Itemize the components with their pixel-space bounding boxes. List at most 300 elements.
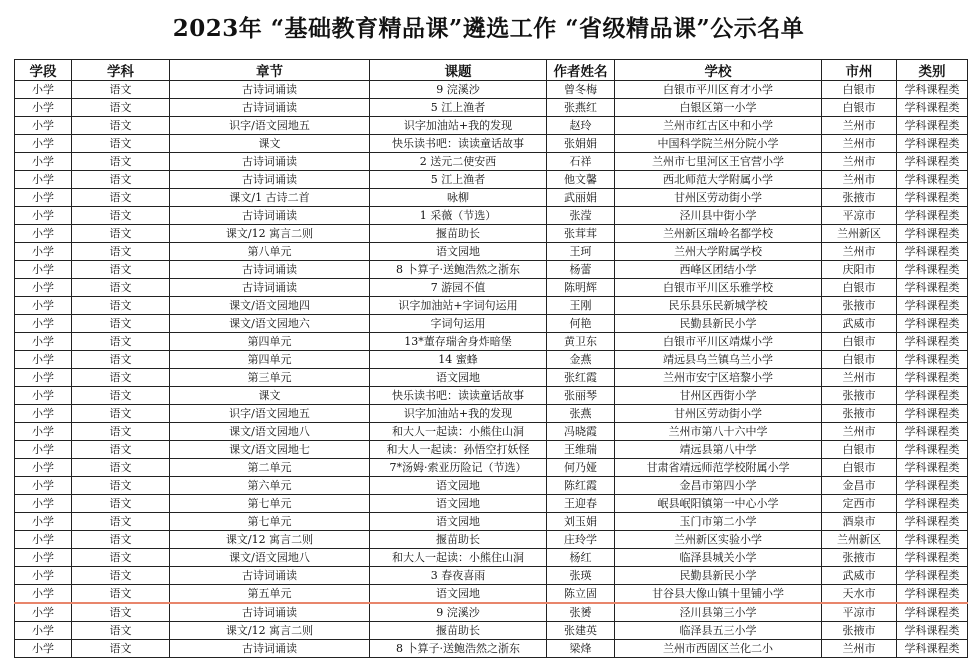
stage-cell: 小学 xyxy=(15,261,72,279)
city-cell: 兰州市 xyxy=(822,423,897,441)
table-row xyxy=(15,603,968,622)
school-cell: 西北师范大学附属小学 xyxy=(615,171,822,189)
topic-cell: 识字加油站+字词句运用 xyxy=(370,297,547,315)
topic-cell: 语文园地 xyxy=(370,369,547,387)
category-cell: 学科课程类 xyxy=(897,279,968,297)
city-cell: 张掖市 xyxy=(822,622,897,640)
city-cell: 兰州市 xyxy=(822,243,897,261)
city-cell: 定西市 xyxy=(822,495,897,513)
table-row xyxy=(15,585,968,604)
subject-cell: 语文 xyxy=(72,99,170,117)
author-cell: 曾冬梅 xyxy=(547,81,615,99)
stage-cell: 小学 xyxy=(15,405,72,423)
stage-cell: 小学 xyxy=(15,297,72,315)
stage-cell: 小学 xyxy=(15,99,72,117)
author-cell: 陈红霞 xyxy=(547,477,615,495)
topic-cell: 9 浣溪沙 xyxy=(370,81,547,99)
topic-cell: 7 游园不值 xyxy=(370,279,547,297)
author-cell: 庄玲学 xyxy=(547,531,615,549)
subject-cell: 语文 xyxy=(72,459,170,477)
list-table-container xyxy=(14,59,967,658)
topic-cell: 1 采薇（节选） xyxy=(370,207,547,225)
table-row xyxy=(15,531,968,549)
stage-cell: 小学 xyxy=(15,423,72,441)
table-row xyxy=(15,315,968,333)
category-cell: 学科课程类 xyxy=(897,405,968,423)
school-cell: 民勤县新民小学 xyxy=(615,567,822,585)
header-topic: 课题 xyxy=(370,60,547,81)
stage-cell: 小学 xyxy=(15,81,72,99)
subject-cell: 语文 xyxy=(72,243,170,261)
author-cell: 他文馨 xyxy=(547,171,615,189)
school-cell: 兰州市七里河区王官营小学 xyxy=(615,153,822,171)
city-cell: 白银市 xyxy=(822,351,897,369)
subject-cell: 语文 xyxy=(72,81,170,99)
chapter-cell: 课文 xyxy=(170,135,370,153)
category-cell: 学科课程类 xyxy=(897,261,968,279)
table-row xyxy=(15,225,968,243)
subject-cell: 语文 xyxy=(72,513,170,531)
school-cell: 玉门市第二小学 xyxy=(615,513,822,531)
school-cell: 临泽县五三小学 xyxy=(615,622,822,640)
author-cell: 王珂 xyxy=(547,243,615,261)
table-row xyxy=(15,640,968,658)
stage-cell: 小学 xyxy=(15,153,72,171)
stage-cell: 小学 xyxy=(15,585,72,604)
header-chapter: 章节 xyxy=(170,60,370,81)
topic-cell: 14 蜜蜂 xyxy=(370,351,547,369)
category-cell: 学科课程类 xyxy=(897,585,968,604)
city-cell: 兰州市 xyxy=(822,640,897,658)
city-cell: 白银市 xyxy=(822,459,897,477)
chapter-cell: 课文/语文园地八 xyxy=(170,549,370,567)
chapter-cell: 古诗词诵读 xyxy=(170,171,370,189)
city-cell: 白银市 xyxy=(822,333,897,351)
school-cell: 兰州市安宁区培黎小学 xyxy=(615,369,822,387)
subject-cell: 语文 xyxy=(72,387,170,405)
table-row xyxy=(15,153,968,171)
author-cell: 何艳 xyxy=(547,315,615,333)
school-cell: 临泽县城关小学 xyxy=(615,549,822,567)
city-cell: 兰州新区 xyxy=(822,531,897,549)
school-cell: 甘肃省靖远师范学校附属小学 xyxy=(615,459,822,477)
table-row xyxy=(15,369,968,387)
subject-cell: 语文 xyxy=(72,495,170,513)
author-cell: 杨蕾 xyxy=(547,261,615,279)
table-row xyxy=(15,441,968,459)
table-row xyxy=(15,549,968,567)
subject-cell: 语文 xyxy=(72,640,170,658)
table-row xyxy=(15,99,968,117)
category-cell: 学科课程类 xyxy=(897,351,968,369)
subject-cell: 语文 xyxy=(72,261,170,279)
stage-cell: 小学 xyxy=(15,225,72,243)
category-cell: 学科课程类 xyxy=(897,135,968,153)
author-cell: 张娟娟 xyxy=(547,135,615,153)
school-cell: 金昌市第四小学 xyxy=(615,477,822,495)
subject-cell: 语文 xyxy=(72,603,170,622)
author-cell: 王维瑞 xyxy=(547,441,615,459)
table-row xyxy=(15,423,968,441)
subject-cell: 语文 xyxy=(72,279,170,297)
school-cell: 民乐县乐民新城学校 xyxy=(615,297,822,315)
category-cell: 学科课程类 xyxy=(897,99,968,117)
table-row xyxy=(15,513,968,531)
category-cell: 学科课程类 xyxy=(897,549,968,567)
chapter-cell: 第二单元 xyxy=(170,459,370,477)
school-cell: 泾川县第三小学 xyxy=(615,603,822,622)
subject-cell: 语文 xyxy=(72,333,170,351)
subject-cell: 语文 xyxy=(72,135,170,153)
category-cell: 学科课程类 xyxy=(897,423,968,441)
chapter-cell: 第七单元 xyxy=(170,513,370,531)
subject-cell: 语文 xyxy=(72,369,170,387)
stage-cell: 小学 xyxy=(15,315,72,333)
chapter-cell: 第三单元 xyxy=(170,369,370,387)
chapter-cell: 课文/语文园地六 xyxy=(170,315,370,333)
city-cell: 天水市 xyxy=(822,585,897,604)
topic-cell: 8 卜算子·送鲍浩然之浙东 xyxy=(370,261,547,279)
city-cell: 张掖市 xyxy=(822,549,897,567)
subject-cell: 语文 xyxy=(72,567,170,585)
category-cell: 学科课程类 xyxy=(897,640,968,658)
subject-cell: 语文 xyxy=(72,171,170,189)
subject-cell: 语文 xyxy=(72,622,170,640)
header-city: 市州 xyxy=(822,60,897,81)
table-row xyxy=(15,207,968,225)
chapter-cell: 课文/语文园地七 xyxy=(170,441,370,459)
school-cell: 西峰区团结小学 xyxy=(615,261,822,279)
topic-cell: 语文园地 xyxy=(370,477,547,495)
topic-cell: 5 江上渔者 xyxy=(370,171,547,189)
stage-cell: 小学 xyxy=(15,189,72,207)
city-cell: 武威市 xyxy=(822,315,897,333)
author-cell: 杨红 xyxy=(547,549,615,567)
topic-cell: 7*汤姆·索亚历险记（节选） xyxy=(370,459,547,477)
school-cell: 泾川县中街小学 xyxy=(615,207,822,225)
city-cell: 兰州市 xyxy=(822,135,897,153)
category-cell: 学科课程类 xyxy=(897,441,968,459)
topic-cell: 语文园地 xyxy=(370,495,547,513)
school-cell: 兰州大学附属学校 xyxy=(615,243,822,261)
category-cell: 学科课程类 xyxy=(897,117,968,135)
chapter-cell: 古诗词诵读 xyxy=(170,567,370,585)
city-cell: 兰州新区 xyxy=(822,225,897,243)
chapter-cell: 古诗词诵读 xyxy=(170,261,370,279)
author-cell: 张丽琴 xyxy=(547,387,615,405)
school-cell: 岷县岷阳镇第一中心小学 xyxy=(615,495,822,513)
table-row xyxy=(15,117,968,135)
school-cell: 兰州新区实验小学 xyxy=(615,531,822,549)
author-cell: 张燕红 xyxy=(547,99,615,117)
city-cell: 张掖市 xyxy=(822,405,897,423)
subject-cell: 语文 xyxy=(72,225,170,243)
stage-cell: 小学 xyxy=(15,171,72,189)
topic-cell: 揠苗助长 xyxy=(370,225,547,243)
city-cell: 酒泉市 xyxy=(822,513,897,531)
table-row xyxy=(15,135,968,153)
category-cell: 学科课程类 xyxy=(897,369,968,387)
author-cell: 武丽娟 xyxy=(547,189,615,207)
chapter-cell: 第五单元 xyxy=(170,585,370,604)
chapter-cell: 古诗词诵读 xyxy=(170,640,370,658)
topic-cell: 和大人一起读：小熊住山洞 xyxy=(370,549,547,567)
table-row xyxy=(15,189,968,207)
category-cell: 学科课程类 xyxy=(897,513,968,531)
category-cell: 学科课程类 xyxy=(897,171,968,189)
stage-cell: 小学 xyxy=(15,622,72,640)
page-title: 2023年 “基础教育精品课”遴选工作 “省级精品课”公示名单 xyxy=(172,15,805,42)
author-cell: 何乃娅 xyxy=(547,459,615,477)
chapter-cell: 课文/12 寓言二则 xyxy=(170,531,370,549)
subject-cell: 语文 xyxy=(72,153,170,171)
city-cell: 兰州市 xyxy=(822,117,897,135)
subject-cell: 语文 xyxy=(72,549,170,567)
table-row xyxy=(15,405,968,423)
chapter-cell: 课文/12 寓言二则 xyxy=(170,622,370,640)
subject-cell: 语文 xyxy=(72,117,170,135)
school-cell: 中国科学院兰州分院小学 xyxy=(615,135,822,153)
school-cell: 白银市平川区靖煤小学 xyxy=(615,333,822,351)
chapter-cell: 古诗词诵读 xyxy=(170,81,370,99)
chapter-cell: 古诗词诵读 xyxy=(170,603,370,622)
topic-cell: 和大人一起读：小熊住山洞 xyxy=(370,423,547,441)
table-row xyxy=(15,243,968,261)
chapter-cell: 第四单元 xyxy=(170,351,370,369)
author-cell: 陈明辉 xyxy=(547,279,615,297)
table-row xyxy=(15,297,968,315)
chapter-cell: 课文 xyxy=(170,387,370,405)
topic-cell: 快乐读书吧：读读童话故事 xyxy=(370,387,547,405)
school-cell: 白银市平川区育才小学 xyxy=(615,81,822,99)
topic-cell: 字词句运用 xyxy=(370,315,547,333)
author-cell: 张建英 xyxy=(547,622,615,640)
topic-cell: 识字加油站+我的发现 xyxy=(370,405,547,423)
table-row xyxy=(15,622,968,640)
stage-cell: 小学 xyxy=(15,117,72,135)
subject-cell: 语文 xyxy=(72,297,170,315)
list-table xyxy=(14,59,968,658)
category-cell: 学科课程类 xyxy=(897,153,968,171)
chapter-cell: 课文/语文园地四 xyxy=(170,297,370,315)
author-cell: 张瑛 xyxy=(547,567,615,585)
topic-cell: 8 卜算子·送鲍浩然之浙东 xyxy=(370,640,547,658)
subject-cell: 语文 xyxy=(72,351,170,369)
topic-cell: 语文园地 xyxy=(370,585,547,604)
stage-cell: 小学 xyxy=(15,387,72,405)
topic-cell: 揠苗助长 xyxy=(370,531,547,549)
header-stage: 学段 xyxy=(15,60,72,81)
category-cell: 学科课程类 xyxy=(897,207,968,225)
topic-cell: 3 春夜喜雨 xyxy=(370,567,547,585)
stage-cell: 小学 xyxy=(15,243,72,261)
stage-cell: 小学 xyxy=(15,513,72,531)
topic-cell: 咏柳 xyxy=(370,189,547,207)
stage-cell: 小学 xyxy=(15,495,72,513)
author-cell: 张茸茸 xyxy=(547,225,615,243)
stage-cell: 小学 xyxy=(15,567,72,585)
stage-cell: 小学 xyxy=(15,279,72,297)
city-cell: 庆阳市 xyxy=(822,261,897,279)
stage-cell: 小学 xyxy=(15,531,72,549)
school-cell: 甘州区劳动街小学 xyxy=(615,405,822,423)
subject-cell: 语文 xyxy=(72,477,170,495)
subject-cell: 语文 xyxy=(72,585,170,604)
city-cell: 张掖市 xyxy=(822,387,897,405)
category-cell: 学科课程类 xyxy=(897,531,968,549)
chapter-cell: 古诗词诵读 xyxy=(170,153,370,171)
author-cell: 黄卫东 xyxy=(547,333,615,351)
topic-cell: 13*董存瑞舍身炸暗堡 xyxy=(370,333,547,351)
chapter-cell: 识字/语文园地五 xyxy=(170,117,370,135)
school-cell: 靖远县第八中学 xyxy=(615,441,822,459)
category-cell: 学科课程类 xyxy=(897,333,968,351)
chapter-cell: 第六单元 xyxy=(170,477,370,495)
chapter-cell: 识字/语文园地五 xyxy=(170,405,370,423)
subject-cell: 语文 xyxy=(72,405,170,423)
school-cell: 白银区第一小学 xyxy=(615,99,822,117)
author-cell: 王刚 xyxy=(547,297,615,315)
topic-cell: 语文园地 xyxy=(370,243,547,261)
category-cell: 学科课程类 xyxy=(897,315,968,333)
chapter-cell: 古诗词诵读 xyxy=(170,99,370,117)
category-cell: 学科课程类 xyxy=(897,225,968,243)
category-cell: 学科课程类 xyxy=(897,189,968,207)
school-cell: 甘谷县大像山镇十里铺小学 xyxy=(615,585,822,604)
city-cell: 平凉市 xyxy=(822,603,897,622)
category-cell: 学科课程类 xyxy=(897,477,968,495)
category-cell: 学科课程类 xyxy=(897,243,968,261)
stage-cell: 小学 xyxy=(15,207,72,225)
chapter-cell: 古诗词诵读 xyxy=(170,279,370,297)
header-author: 作者姓名 xyxy=(547,60,615,81)
header-subject: 学科 xyxy=(72,60,170,81)
category-cell: 学科课程类 xyxy=(897,603,968,622)
topic-cell: 语文园地 xyxy=(370,513,547,531)
author-cell: 张赟 xyxy=(547,603,615,622)
author-cell: 王迎春 xyxy=(547,495,615,513)
school-cell: 兰州市第八十六中学 xyxy=(615,423,822,441)
city-cell: 张掖市 xyxy=(822,297,897,315)
stage-cell: 小学 xyxy=(15,477,72,495)
category-cell: 学科课程类 xyxy=(897,297,968,315)
chapter-cell: 课文/语文园地八 xyxy=(170,423,370,441)
author-cell: 陈立固 xyxy=(547,585,615,604)
city-cell: 兰州市 xyxy=(822,153,897,171)
table-row xyxy=(15,495,968,513)
school-cell: 白银市平川区乐雅学校 xyxy=(615,279,822,297)
author-cell: 刘玉娟 xyxy=(547,513,615,531)
category-cell: 学科课程类 xyxy=(897,459,968,477)
table-row xyxy=(15,477,968,495)
table-row xyxy=(15,567,968,585)
author-cell: 金燕 xyxy=(547,351,615,369)
author-cell: 赵玲 xyxy=(547,117,615,135)
category-cell: 学科课程类 xyxy=(897,387,968,405)
school-cell: 兰州市红古区中和小学 xyxy=(615,117,822,135)
city-cell: 张掖市 xyxy=(822,189,897,207)
table-row xyxy=(15,81,968,99)
stage-cell: 小学 xyxy=(15,549,72,567)
table-row xyxy=(15,279,968,297)
city-cell: 白银市 xyxy=(822,99,897,117)
school-cell: 靖远县乌兰镇乌兰小学 xyxy=(615,351,822,369)
chapter-cell: 课文/1 古诗二首 xyxy=(170,189,370,207)
school-cell: 兰州新区瑞岭名都学校 xyxy=(615,225,822,243)
topic-cell: 识字加油站+我的发现 xyxy=(370,117,547,135)
topic-cell: 2 送元二使安西 xyxy=(370,153,547,171)
chapter-cell: 古诗词诵读 xyxy=(170,207,370,225)
author-cell: 张燕 xyxy=(547,405,615,423)
chapter-cell: 第四单元 xyxy=(170,333,370,351)
table-row xyxy=(15,261,968,279)
city-cell: 白银市 xyxy=(822,279,897,297)
school-cell: 甘州区西街小学 xyxy=(615,387,822,405)
topic-cell: 5 江上渔者 xyxy=(370,99,547,117)
city-cell: 兰州市 xyxy=(822,171,897,189)
table-row xyxy=(15,387,968,405)
table-header-row xyxy=(15,60,968,81)
stage-cell: 小学 xyxy=(15,603,72,622)
stage-cell: 小学 xyxy=(15,333,72,351)
topic-cell: 快乐读书吧：读读童话故事 xyxy=(370,135,547,153)
topic-cell: 9 浣溪沙 xyxy=(370,603,547,622)
stage-cell: 小学 xyxy=(15,441,72,459)
category-cell: 学科课程类 xyxy=(897,622,968,640)
category-cell: 学科课程类 xyxy=(897,567,968,585)
school-cell: 甘州区劳动街小学 xyxy=(615,189,822,207)
category-cell: 学科课程类 xyxy=(897,495,968,513)
topic-cell: 和大人一起读：孙悟空打妖怪 xyxy=(370,441,547,459)
author-cell: 张滢 xyxy=(547,207,615,225)
header-category: 类别 xyxy=(897,60,968,81)
city-cell: 兰州市 xyxy=(822,369,897,387)
chapter-cell: 课文/12 寓言二则 xyxy=(170,225,370,243)
subject-cell: 语文 xyxy=(72,189,170,207)
city-cell: 平凉市 xyxy=(822,207,897,225)
header-school: 学校 xyxy=(615,60,822,81)
author-cell: 冯晓霞 xyxy=(547,423,615,441)
table-body xyxy=(15,81,968,658)
stage-cell: 小学 xyxy=(15,369,72,387)
subject-cell: 语文 xyxy=(72,531,170,549)
subject-cell: 语文 xyxy=(72,315,170,333)
table-row xyxy=(15,351,968,369)
city-cell: 金昌市 xyxy=(822,477,897,495)
topic-cell: 揠苗助长 xyxy=(370,622,547,640)
city-cell: 白银市 xyxy=(822,441,897,459)
table-row xyxy=(15,171,968,189)
school-cell: 兰州市西固区兰化二小 xyxy=(615,640,822,658)
author-cell: 梁烽 xyxy=(547,640,615,658)
stage-cell: 小学 xyxy=(15,459,72,477)
author-cell: 张红霞 xyxy=(547,369,615,387)
chapter-cell: 第七单元 xyxy=(170,495,370,513)
author-cell: 石祥 xyxy=(547,153,615,171)
chapter-cell: 第八单元 xyxy=(170,243,370,261)
table-row xyxy=(15,459,968,477)
stage-cell: 小学 xyxy=(15,135,72,153)
subject-cell: 语文 xyxy=(72,207,170,225)
subject-cell: 语文 xyxy=(72,441,170,459)
city-cell: 武威市 xyxy=(822,567,897,585)
stage-cell: 小学 xyxy=(15,351,72,369)
city-cell: 白银市 xyxy=(822,81,897,99)
school-cell: 民勤县新民小学 xyxy=(615,315,822,333)
stage-cell: 小学 xyxy=(15,640,72,658)
category-cell: 学科课程类 xyxy=(897,81,968,99)
subject-cell: 语文 xyxy=(72,423,170,441)
